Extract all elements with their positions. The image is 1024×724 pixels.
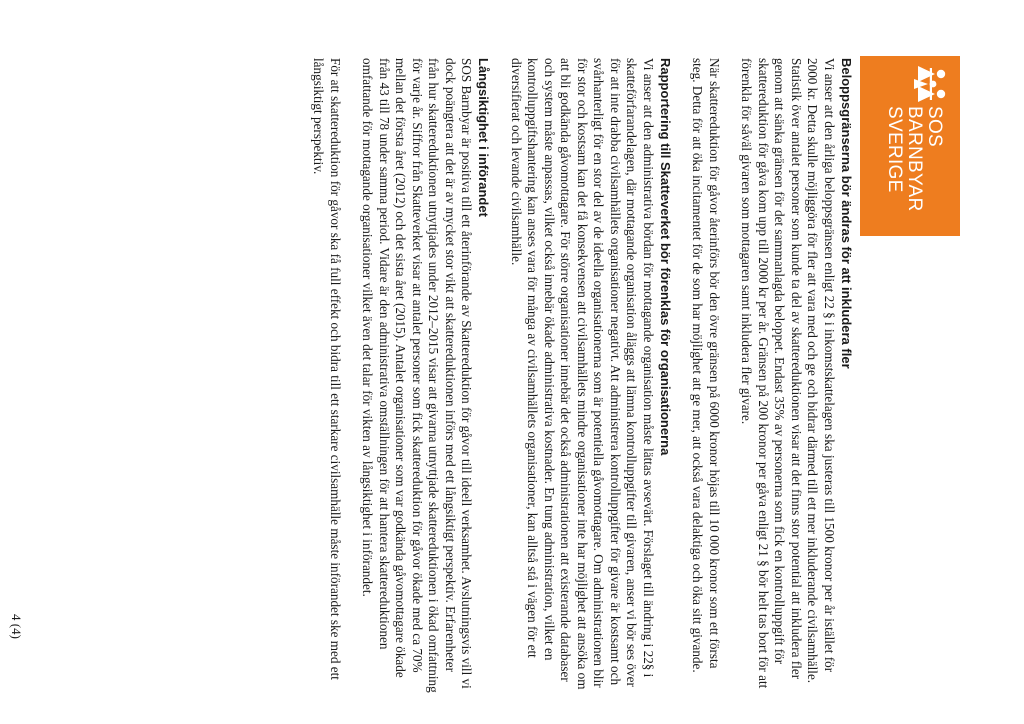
children-logo-icon — [912, 64, 948, 104]
section-heading: Beloppsgränserna bör ändras för att inkludera fler — [839, 58, 854, 369]
paragraph: När skattereduktion för gåvor återinförs bör den övre gränsen på 6000 kronor höjas till 10 000 kronor som ett första steg. Detta för att öka incitamentet för de som har möjlighet att ge mer, att också vara delaktiga och öka sitt givande. — [690, 58, 722, 673]
paragraph: För att skattereduktion för gåvor ska få full effekt och bidra till ett starkare civilsamhälle måste införandet ske med ett långsiktigt perspektiv. — [311, 58, 343, 680]
section-heading: Långsiktighet i införandet — [476, 58, 492, 217]
logo-line-2: SVERIGE — [884, 106, 905, 193]
paragraph: SOS Barnbyar är positiva till ett återinförande av Skattereduktion för gåvor till ideell verksamhet. Avslutningsvis vill vi dock poängtera att det är av mycket stor vikt att skattereduktionen införs med ett långsiktigt perspektiv. Erfarenheter från hur skattereduktionen utnyttjades under 2012–2015 visar att givarna utnyttjade skattereduktionen i ökad omfattning för varje år. Siffror från Skatteverket visar att antalet personer som fick skattereduktion för gåvor ökade med ca 70% mellan det första året (2012) och det sista året (2015). Antalet organisationer som var godkända gåvomottagare ökade från 43 till 78 under samma period. Vidare är den administrativa omställningen för att hantera skattereduktionen omfattande för mottagande organisationer vilket även det talar för vikten av långsiktighet i införandet. — [360, 58, 475, 693]
paragraph: Vi anser att den administrativa bördan för mottagande organisation måste lättas avsevärt. Förslaget till ändring i 22§ i skatteförfarandelagen, där mottagande organisation åläggs att lämna kontrolluppgifter till givaren, anser vi bör ses över för att inte drabba civilsamhällets organisationer negativt. Att administrera kontrolluppgifter för givare är kostsamt och svårhanterligt för en stor del av de ideella organisationerna som är potentiella gåvomottagare. Om administrationen blir för stor och kostsam kan det få konsekvensen att civilsamhällets mindre organisationer inte har möjlighet att ansöka om att bli godkända gåvomottagare. För större organisationer innebär det också administrationen att existerande databaser och system måste anpassas, vilket också innebär ökade administrativa kostnader. En tung administration, vilket en kontrolluppgiftshantering kan anses vara för många av civilsamhällets organisationer, kan alltså stå i vägen för ett diversifierat och levande civilsamhälle. — [509, 58, 656, 690]
section-heading: Rapportering till Skatteverket bör förenklas för organisationerna — [658, 58, 673, 456]
sos-barnbyar-logo — [860, 56, 960, 236]
paragraph: Vi anser att den årliga beloppsgränsen enligt 22 § i inkomstskattelagen ska justeras till 1500 kronor per år istället för 2000 kr. Detta skulle möjliggöra för fler att vara med och ge och bidrar därmed till ett mer inkluderande civilsamhälle. Statistik över antalet personer som kunde ta del av skattereduktionen visar att det finns stor potential att inkludera fler genom att sänka gränsen för det sammanlagda beloppet. Endast 35% av personerna som fick en kontrolluppgift för skattereduktion för gåva kom upp till 2000 kr per år. Gränsen på 200 kronor per gåva enligt 21 § bör helt tas bort för att förenkla för såväl givaren som mottagaren samt inkludera fler givare. — [739, 58, 837, 689]
logo-text — [884, 106, 944, 236]
page-number: 4 (4) — [9, 614, 24, 639]
section-langsiktighet — [310, 58, 492, 694]
section-beloppsgranser — [689, 58, 854, 694]
document-body — [294, 58, 854, 694]
logo-line-1: SOS BARNBYAR — [904, 106, 945, 212]
section-rapportering — [508, 58, 674, 694]
